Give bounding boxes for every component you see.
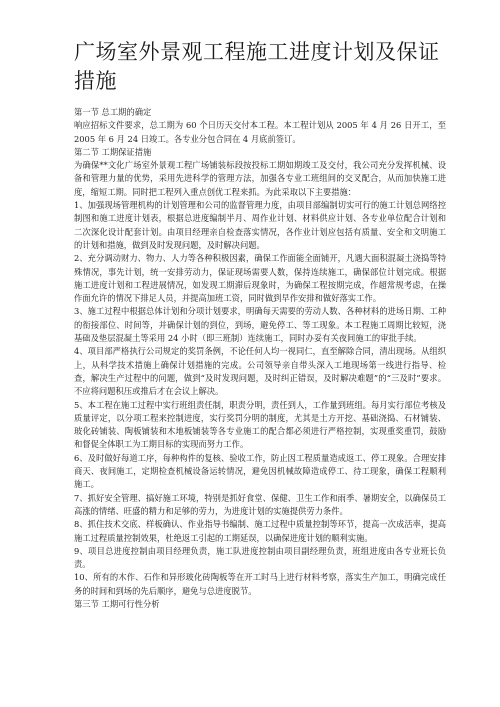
document-body (74, 106, 446, 611)
paragraph: 响应招标文件要求，总工期为 60 个日历天交付本工程。本工程计划从 2005 年 4 月 26 日开工，至 2005 年 6 月 24 日竣工。各专业分包合同在 4 月底前签订。 (74, 120, 446, 144)
paragraph: 3、施工过程中根据总体计划和分项计划要求，明确每天需要的劳动人数、各种材料的进场日期、工种的衔接部位、时间等，并确保计划的到位，到场，避免停工、等工现象。本工程施工周期比较短，浇基础及垫层混凝土等采用 24 小时（即三班制）连续施工，同时办妥有关夜间施工的审批手续。 (74, 306, 446, 344)
paragraph: 6、及时做好每道工序，每种构件的复核、验收工作，防止因工程质量造成返工、停工现象。合理安排商天、夜间施工，定期检查机械设备运转情况，避免因机械故障造成停工、待工现象，确保工程顺利施工。 (74, 452, 446, 490)
paragraph: 1、加强现场管理机构的计划管理和公司的监督管理力度，由项目部编制切实可行的施工计划总网络控制图和施工进度计划表，根据总进度编制半月、周作业计划、材料供应计划、各专业单位配合计划和二次深化设计配套计划。由项目经理亲自检查落实情况，各作业计划应包括有质量、安全和文明施工的计划和措施，做到及时发现问题，及时解决问题。 (74, 200, 446, 250)
paragraph: 8、抓住技术交底、样板确认、作业指导书编制、施工过程中质量控制等环节，提高一次成活率，提高施工过程质量控制效果，杜绝返工引起的工期延误，以确保进度计划的顺利实施。 (74, 519, 446, 543)
section-heading: 第一节 总工期的确定 (74, 107, 152, 117)
paragraph: 2、充分调动财力、物力、人力等各种积极因素，确保工作面能全面铺开，凡遇大面积混凝土浇捣等特殊情况，事先计划，统一安排劳动力，保证现场需要人数，保持连续施工，确保部位计划完成。根据施工进度计划和工程进展情况，如发现工期滞后现象时，为确保工程按期完成，作超常规考虑，在操作面允许的情况下排足人员，并提高加班工资，同时做到早作安排和做好落实工作。 (74, 253, 446, 304)
paragraph: 9、项目总进度控制由项目经理负责，施工队进度控制由项目副经理负责，班组进度由各专业班长负责。 (74, 545, 446, 570)
document-title: 广场室外景观工程施工进度计划及保证措施 (74, 40, 440, 93)
paragraph: 5、本工程在施工过程中实行班组责任制，职责分明，责任到人，工作量到班组。每月实行部位考核及质量评定，以分项工程来控制进度，实行奖罚分明的制度，尤其是土方开挖、基础浇捣、石材铺装、玻化砖铺装、陶板铺装和木地板铺装等各专业施工的配合都必须进行严格控制，实现重奖重罚，鼓励和督促全体职工为工期目标的实现而努力工作。 (74, 399, 446, 450)
paragraph: 为确保**文化广场室外景观工程广场铺装标段按投标工期如期竣工及交付，我公司充分发挥机械、设备和管理力量的优势，采用先进科学的管理方法，加强各专业工班组间的交叉配合，从而加快施工进度，缩短工期。同时把工程列入重点创优工程来抓。为此采取以下主要措施： (74, 160, 446, 197)
paragraph: 10、所有的木作、石作和异形玻化砖陶板等在开工时马上进行材料考察，落实生产加工，明确完成任务的时间和到场的先后顺序，避免与总进度脱节。 (74, 572, 446, 596)
paragraph: 7、抓好安全管理、搞好施工环境，特别是抓好食堂、保健、卫生工作和雨季、暑期安全，以确保员工高涨的情绪、旺盛的精力和足够的劳力，为进度计划的实施提供劳力条件。 (74, 492, 446, 516)
section-heading: 第三节 工期可行性分析 (74, 598, 160, 609)
section-heading: 第二节 工期保证措施 (74, 146, 152, 157)
paragraph: 4、项目部严格执行公司规定的奖罚条例，不论任何人均一视同仁，直至解除合同，清出现场。从组织上，从科学技术措施上确保计划措施的完成。公司领导亲自带头深入工地现场第一线进行指导、检查，解决生产过程中的问题，做到“及时发现问题，及时纠正错误，及时解决难题”的“三及时”要求。不应将问题积压或推后才在会议上解决。 (74, 346, 446, 397)
